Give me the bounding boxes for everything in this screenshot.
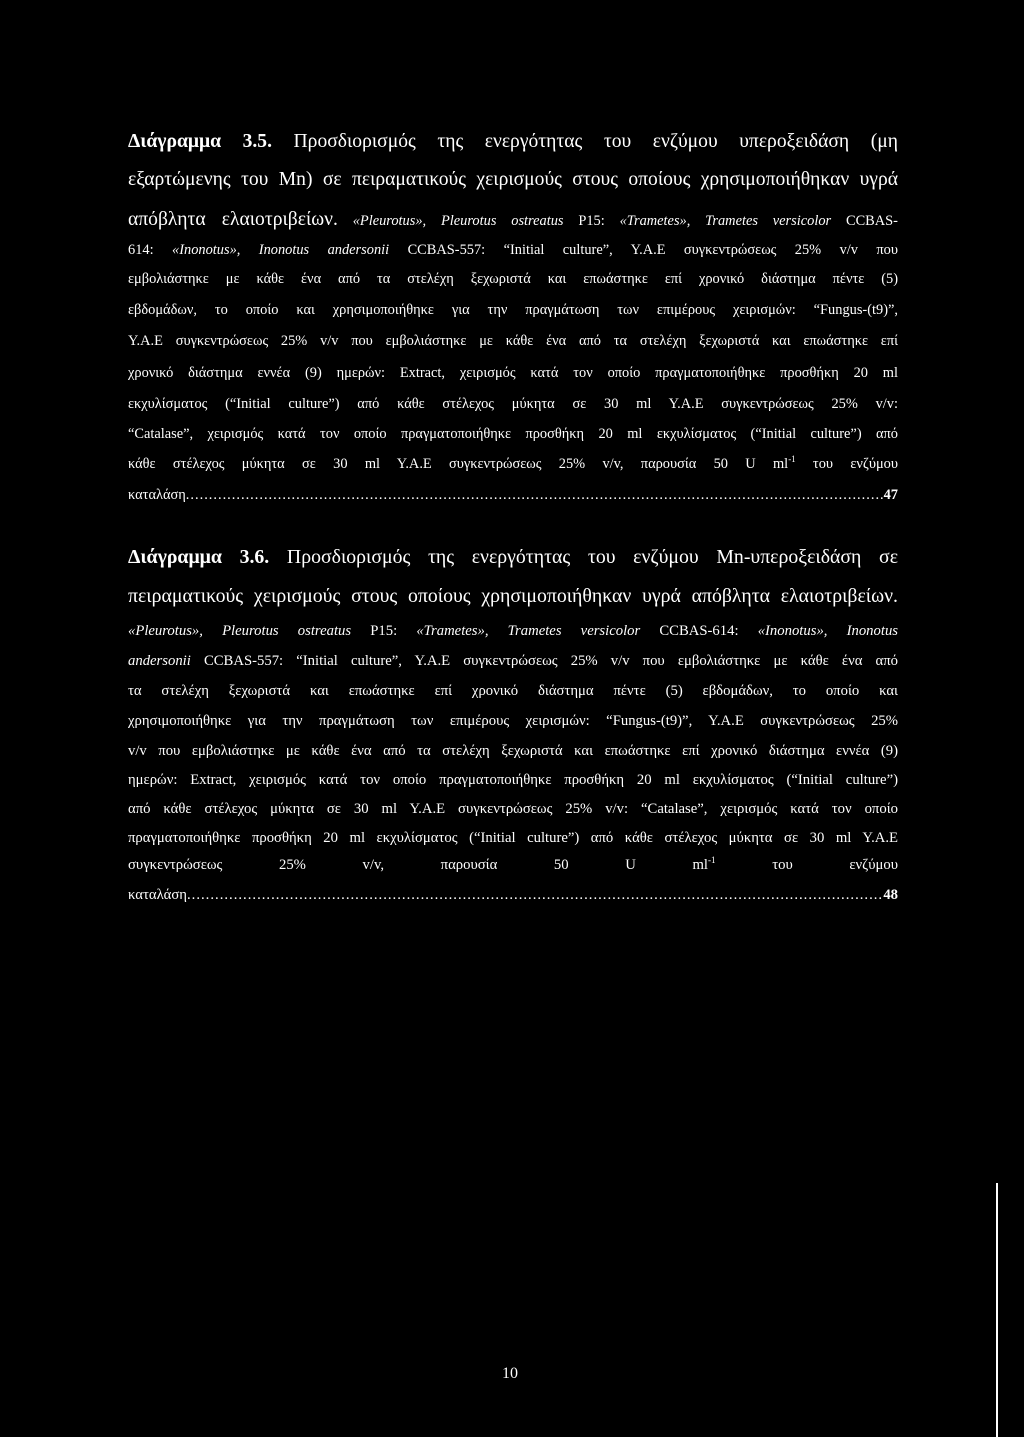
entry-text-line: εκχυλίσματος (“Initial culture”) από κάθε στέλεχος μύκητα σε 30 ml Y.A.E συγκεντρώσεως 25% v/v: [128,396,898,412]
entry-text-line: χρονικό διάστημα εννέα (9) ημερών: Extract, χειρισμός κατά τον οποίο πραγματοποιήθηκε προσθήκη 20 ml [128,365,898,381]
entry-text-line: απόβλητα ελαιοτριβείων. «Pleurotus», Pleurotus ostreatus P15: «Trametes», Trametes versicolor CCBAS- [128,209,898,230]
toc-leader-line[interactable]: καταλάση ..... 48 [128,888,898,903]
entry-text-line: πραγματοποιήθηκε προσθήκη 20 ml εκχυλίσματος (“Initial culture”) από κάθε στέλεχος μύκητα σε 30 ml Y.A.E [128,830,898,846]
entry-text-line: εβδομάδων, το οποίο και χρησιμοποιήθηκε για την πραγμάτωση των επιμέρους χειρισμών: “Fungus-(t9)”, [128,302,898,318]
entry-title-line: Διάγραμμα 3.5. Προσδιορισμός της ενεργότητας του ενζύμου υπεροξειδάση (μη [128,131,898,152]
entry-text-line: ημερών: Extract, χειρισμός κατά τον οποίο πραγματοποιήθηκε προσθήκη 20 ml εκχυλίσματος (“Initial culture”) [128,772,898,788]
entry-text-line: “Catalase”, χειρισμός κατά τον οποίο πραγματοποιήθηκε προσθήκη 20 ml εκχυλίσματος (“Initial culture”) από [128,426,898,442]
entry-text-line: από κάθε στέλεχος μύκητα σε 30 ml Y.A.E συγκεντρώσεως 25% v/v: “Catalase”, χειρισμός κατά τον οποίο [128,801,898,817]
page-number: 10 [502,1365,518,1382]
leader-dots [186,488,884,502]
margin-rule [996,1183,998,1437]
page-ref: 47 [883,487,898,503]
entry-text-line: 614: «Inonotus», Inonotus andersonii CCBAS-557: “Initial culture”, Y.A.E συγκεντρώσεως 25% v/v που [128,242,898,258]
toc-leader-line[interactable]: καταλάση ..... 47 [128,488,898,502]
entry-text-line: v/v που εμβολιάστηκε με κάθε ένα από τα στελέχη ξεχωριστά και επωάστηκε επί χρονικό διάστημα εννέα (9) [128,743,898,759]
page-ref: 48 [883,887,898,903]
entry-text-line: εμβολιάστηκε με κάθε ένα από τα στελέχη ξεχωριστά και επωάστηκε επί χρονικό διάστημα πέντε (5) [128,271,898,287]
entry-title-line: εξαρτώμενης του Mn) σε πειραματικούς χειρισμούς στους οποίους χρησιμοποιήθηκαν υγρά [128,169,898,190]
entry-text-line: συγκεντρώσεως 25% v/v, παρουσία 50 U $ml^{-1}$ του ενζύμου [128,855,899,873]
leader-dots [187,888,883,903]
entry-text-line: τα στελέχη ξεχωριστά και επωάστηκε επί χρονικό διάστημα πέντε (5) εβδομάδων, το οποίο και [128,683,898,699]
entry-title-line: πειραματικούς χειρισμούς στους οποίους χρησιμοποιήθηκαν υγρά απόβλητα ελαιοτριβείων. [128,585,898,607]
entry-text-line: χρησιμοποιήθηκε για την πραγμάτωση των επιμέρους χειρισμών: “Fungus-(t9)”, Y.A.E συγκεντρώσεως 25% [128,713,898,729]
entry-text-line: «Pleurotus», Pleurotus ostreatus P15: «Trametes», Trametes versicolor CCBAS-614: «Inonotus», Inonotus [128,623,898,639]
entry-label: Διάγραμμα 3.6. [128,546,270,568]
entry-text-line: Y.A.E συγκεντρώσεως 25% v/v που εμβολιάστηκε με κάθε ένα από τα στελέχη ξεχωριστά και επωάστηκε επί [128,333,898,349]
entry-text-line: κάθε στέλεχος μύκητα σε 30 ml Y.A.E συγκεντρώσεως 25% v/v, παρουσία 50 U $ml^{-1}$ του ενζύμου [128,454,898,472]
entry-title-line: Διάγραμμα 3.6. Προσδιορισμός της ενεργότητας του ενζύμου Mn-υπεροξειδάση σε [128,546,899,568]
entry-label: Διάγραμμα 3.5. [128,131,272,152]
entry-text-line: andersonii CCBAS-557: “Initial culture”, Y.A.E συγκεντρώσεως 25% v/v που εμβολιάστηκε με κάθε ένα από [128,653,898,669]
